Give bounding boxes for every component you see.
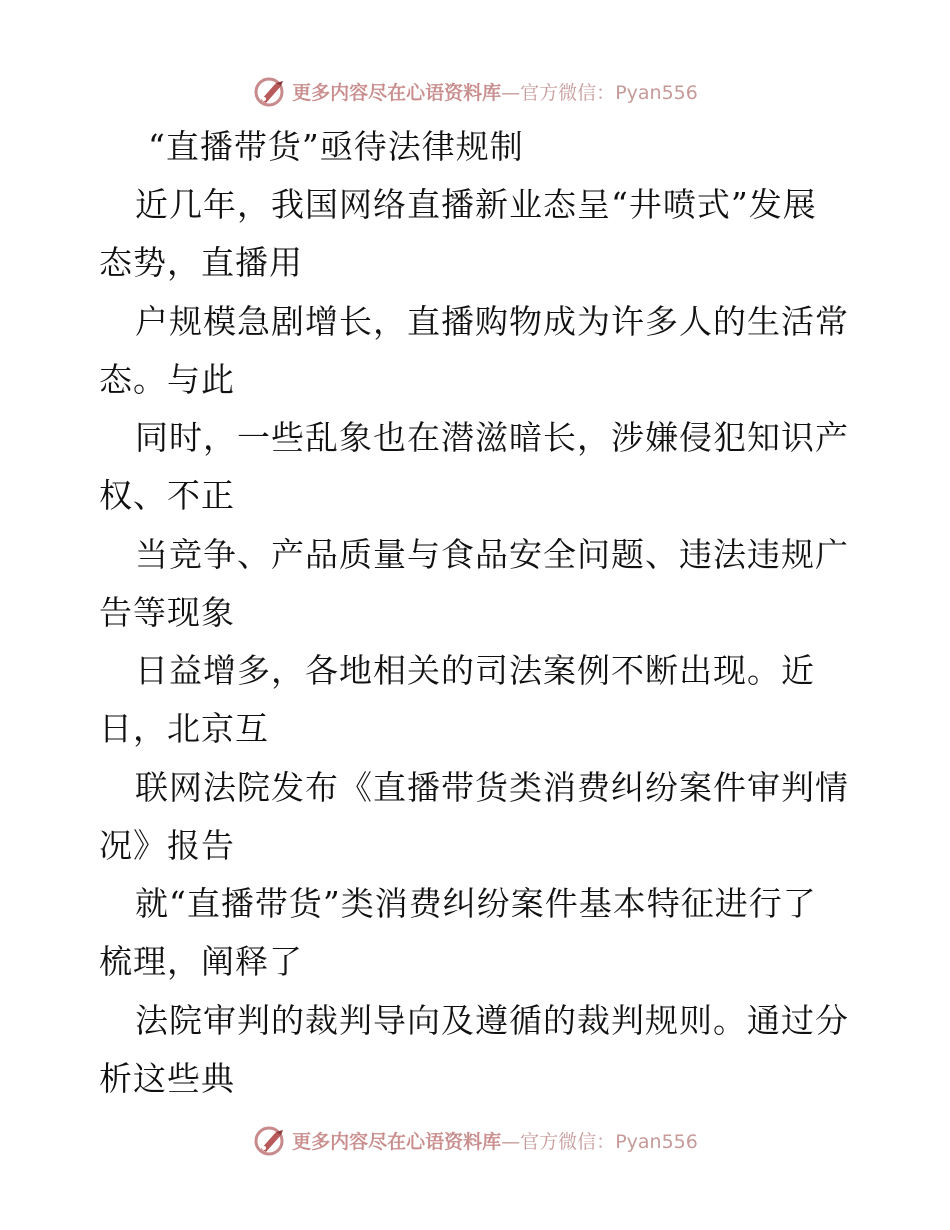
document-title: “直播带货”亟待法律规制	[148, 127, 524, 166]
paragraph-line: 权、不正	[99, 476, 235, 515]
pen-logo-icon	[252, 73, 288, 109]
watermark-footer	[0, 1120, 950, 1160]
paragraph-line: 态。与此	[99, 360, 235, 399]
paragraph-line: 日益增多，各地相关的司法案例不断出现。近	[135, 651, 815, 690]
paragraph-line: 同时，一些乱象也在潜滋暗长，涉嫌侵犯知识产	[135, 418, 849, 457]
watermark-separator: —	[501, 81, 521, 104]
pen-logo-icon	[252, 1122, 288, 1158]
watermark-header	[0, 71, 950, 111]
watermark-id: Pyan556	[615, 1130, 698, 1153]
watermark-suffix: 官方微信：	[520, 81, 616, 104]
paragraph-line: 告等现象	[99, 593, 235, 632]
watermark-suffix: 官方微信：	[520, 1130, 616, 1153]
watermark-brand: 更多内容尽在心语资料库	[292, 81, 502, 104]
watermark-id: Pyan556	[615, 81, 698, 104]
paragraph-line: 法院审判的裁判导向及遵循的裁判规则。通过分	[135, 1001, 849, 1040]
paragraph-line: 日，北京互	[99, 709, 269, 748]
watermark-text	[292, 78, 698, 105]
watermark-separator: —	[501, 1130, 521, 1153]
paragraph-line: 近几年，我国网络直播新业态呈“井喷式”发展	[135, 185, 817, 224]
paragraph-line: 况》报告	[99, 826, 235, 865]
paragraph-line: 梳理，阐释了	[99, 942, 303, 981]
paragraph-line: 析这些典	[99, 1059, 235, 1098]
paragraph-line: 联网法院发布《直播带货类消费纠纷案件审判情	[135, 768, 849, 807]
watermark-text	[292, 1127, 698, 1154]
paragraph-line: 态势，直播用	[99, 243, 303, 282]
paragraph-line: 户规模急剧增长，直播购物成为许多人的生活常	[135, 302, 849, 341]
paragraph-line: 当竞争、产品质量与食品安全问题、违法违规广	[135, 535, 849, 574]
paragraph-line: 就“直播带货”类消费纠纷案件基本特征进行了	[135, 884, 817, 923]
watermark-brand: 更多内容尽在心语资料库	[292, 1130, 502, 1153]
